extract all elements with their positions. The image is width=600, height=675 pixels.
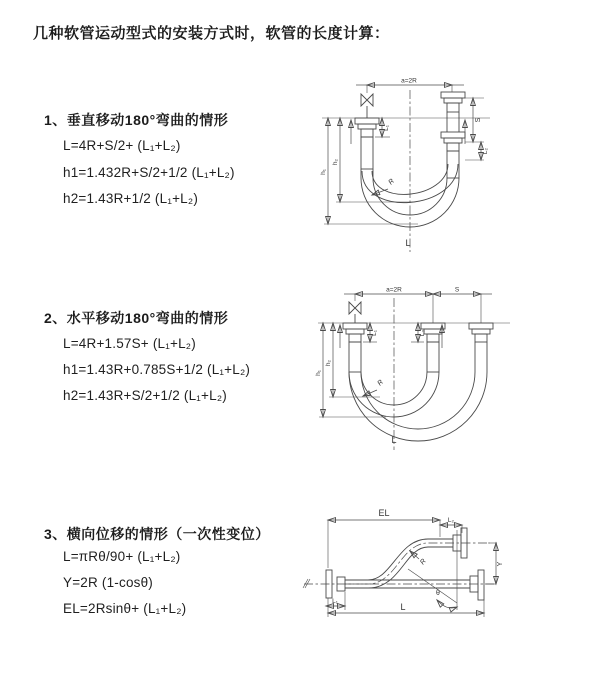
hose-s-curve bbox=[345, 539, 490, 588]
section-1-heading: 1、垂直移动180°弯曲的情形 bbox=[44, 112, 229, 128]
diagram-lateral-displacement bbox=[300, 500, 600, 658]
formula-line: EL=2Rsinθ+ (L₁+L₂) bbox=[63, 601, 187, 616]
length-label: L bbox=[391, 435, 397, 445]
dim-label-l1: L₁ bbox=[383, 125, 390, 131]
page-title: 几种软管运动型式的安装方式时，软管的长度计算： bbox=[33, 25, 390, 42]
dim-label-h2: h₂ bbox=[325, 359, 332, 367]
hose-braid bbox=[349, 342, 361, 372]
formula-line: L=4R+1.57S+ (L₁+L₂) bbox=[63, 336, 196, 351]
valve-icon bbox=[349, 302, 361, 314]
left-flange bbox=[343, 323, 367, 342]
centerline-break bbox=[303, 579, 310, 588]
diagram-horizontal-movement bbox=[314, 278, 594, 463]
dim-label-el: EL bbox=[378, 508, 390, 518]
dim-label-l1: L₁ bbox=[371, 330, 378, 336]
formula-line: h1=1.43R+0.785S+1/2 (L₁+L₂) bbox=[63, 362, 251, 377]
hose-braid bbox=[361, 137, 373, 169]
right-flange-upper bbox=[441, 92, 465, 112]
right-flange bbox=[470, 570, 484, 600]
dim-label-y: Y bbox=[497, 561, 504, 567]
right-flange-lower bbox=[441, 132, 465, 151]
valve-icon bbox=[361, 94, 373, 106]
dim-label-l1: L₁ bbox=[332, 598, 338, 605]
dim-label-h2: h₂ bbox=[332, 158, 339, 166]
dim-label-a2r: a=2R bbox=[401, 77, 417, 85]
dim-label-l2: L₂ bbox=[419, 329, 426, 337]
section-2-heading: 2、水平移动180°弯曲的情形 bbox=[44, 310, 229, 326]
formula-line: L=πRθ/90+ (L₁+L₂) bbox=[63, 549, 181, 564]
hose-braid bbox=[447, 151, 459, 178]
dim-label-s: S bbox=[454, 286, 460, 294]
formula-line: h2=1.43R+1/2 (L₁+L₂) bbox=[63, 191, 199, 206]
dim-label-a2r: a=2R bbox=[386, 286, 402, 294]
dim-label-s: S bbox=[475, 117, 482, 123]
radius-label: R bbox=[376, 378, 385, 388]
left-flange bbox=[355, 118, 379, 137]
diagram-vertical-movement bbox=[318, 72, 588, 267]
dim-label-h1: h₁ bbox=[320, 169, 327, 175]
formula-line: h1=1.432R+S/2+1/2 (L₁+L₂) bbox=[63, 165, 235, 180]
section-3-heading: 3、横向位移的情形（一次性变位） bbox=[44, 526, 270, 542]
dim-label-l2: L₂ bbox=[447, 517, 455, 524]
formula-line: Y=2R (1-cosθ) bbox=[63, 575, 154, 590]
length-label: L bbox=[400, 602, 406, 612]
hose-braid bbox=[427, 342, 439, 372]
dim-label-h1: h₁ bbox=[315, 370, 322, 376]
formula-line: h2=1.43R+S/2+1/2 (L₁+L₂) bbox=[63, 388, 227, 403]
formula-line: L=4R+S/2+ (L₁+L₂) bbox=[63, 138, 181, 153]
right-flange bbox=[469, 323, 493, 342]
radius-label: R bbox=[387, 177, 396, 187]
dim-label-l2: L₂ bbox=[482, 147, 489, 155]
hose-bend bbox=[349, 372, 487, 441]
angle-label: θ bbox=[436, 590, 440, 597]
radius-label: R bbox=[419, 557, 428, 567]
length-label: L bbox=[405, 238, 411, 248]
